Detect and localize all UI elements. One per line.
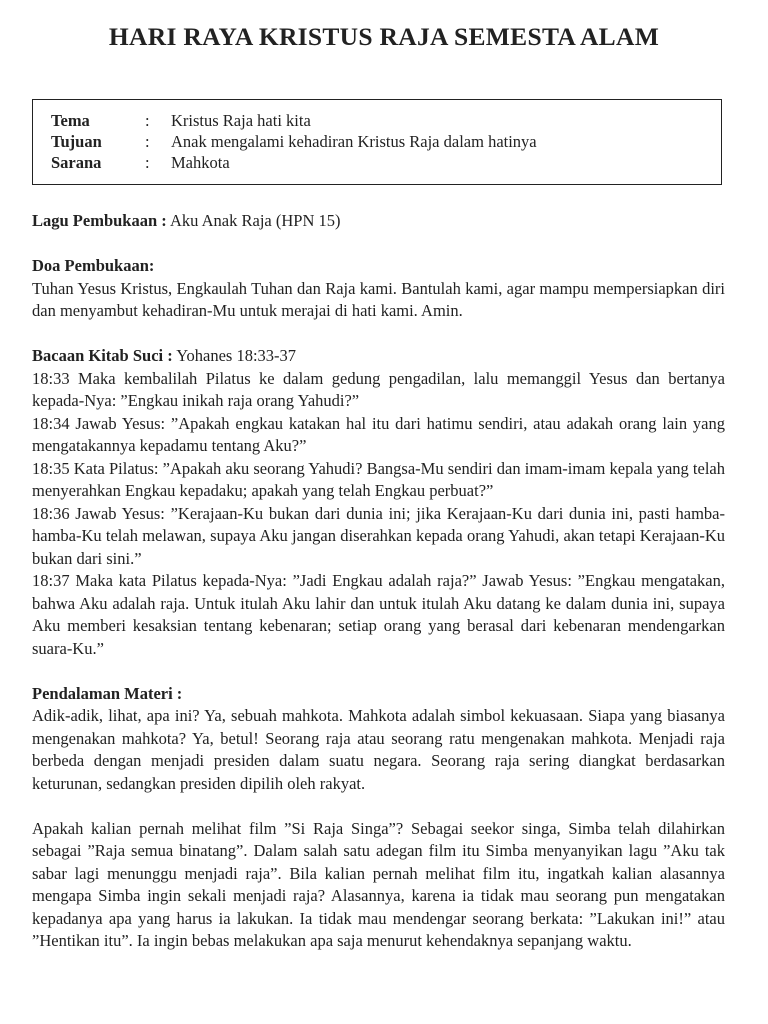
lagu-value: Aku Anak Raja (HPN 15) (170, 211, 341, 230)
lagu-pembukaan (32, 210, 725, 233)
verse: 18:33 Maka kembalilah Pilatus ke dalam gedung pengadilan, lalu memanggil Yesus dan bertanya kepada-Nya: ”Engkau inikah raja orang Yahudi?” (32, 368, 725, 410)
page-title: HARI RAYA KRISTUS RAJA SEMESTA ALAM (108, 22, 660, 51)
paragraph: Apakah kalian pernah melihat film ”Si Raja Singa”? Sebagai seekor singa, Simba telah dilahirkan sebagai ”Raja semua binatang”. Dalam salah satu adegan film itu Simba menyanyikan lagu ”Aku tak sabar lagi menunggu menjadi raja”. Bila kalian pernah melihat film itu, ingatkah kalian alasannya mengapa Simba ingin sekali menjadi raja? Alasannya, karena ia tidak mau seorang pun mengatakan kepadanya apa yang harus ia lakukan. Ia tidak mau mendengar seorang berkata: ”Lakukan ini!” atau ”Hentikan itu”. Ia ingin bebas melakukan apa saja menurut kehendaknya sepanjang waktu. (32, 818, 725, 950)
doa-heading-text: Doa Pembukaan: (32, 256, 155, 275)
paragraph: Adik-adik, lihat, apa ini? Ya, sebuah mahkota. Mahkota adalah simbol kekuasaan. Siapa yang biasanya mengenakan mahkota? Ya, betul! Seorang raja atau seorang ratu mengenakan mahkota. Menjadi raja berbeda dengan menjadi presiden dalam suatu negara. Seorang raja sering diangkat berdasarkan keturunan, sedangkan presiden dipilih oleh rakyat. (32, 706, 725, 793)
bacaan-ref: Yohanes 18:33-37 (176, 346, 297, 365)
doa-text: Tuhan Yesus Kristus, Engkaulah Tuhan dan Raja kami. Bantulah kami, agar mampu mempersiapkan diri dan menyambut kehadiran-Mu untuk merajai di hati kami. Amin. (32, 278, 725, 320)
document-body (32, 210, 725, 953)
verse: 18:35 Kata Pilatus: ”Apakah aku seorang Yahudi? Bangsa-Mu sendiri dan imam-imam kepala yang telah menyerahkan Engkau kepadaku; apakah yang telah Engkau perbuat?” (32, 458, 725, 500)
lagu-label: Lagu Pembukaan : (32, 211, 167, 230)
info-value: Anak mengalami kehadiran Kristus Raja dalam hatinya (171, 132, 537, 151)
info-value: Mahkota (171, 153, 230, 172)
info-colon: : (145, 132, 150, 151)
info-value: Kristus Raja hati kita (171, 111, 311, 130)
verse: 18:37 Maka kata Pilatus kepada-Nya: ”Jadi Engkau adalah raja?” Jawab Yesus: ”Engkau mengatakan, bahwa Aku adalah raja. Untuk itulah Aku lahir dan untuk itulah Aku datang ke dalam dunia ini, supaya Aku memberi kesaksian tentang kebenaran; setiap orang yang berasal dari kebenaran mendengarkan suara-Ku.” (32, 571, 725, 658)
bacaan-heading (32, 345, 725, 368)
pendalaman-heading (32, 683, 725, 706)
info-label: Tema (51, 111, 90, 130)
verse: 18:36 Jawab Yesus: ”Kerajaan-Ku bukan dari dunia ini; jika Kerajaan-Ku dari dunia ini, pasti hamba-hamba-Ku telah melawan, supaya Aku jangan diserahkan kepada orang Yahudi, akan tetapi Kerajaan-Ku bukan dari sini.” (32, 503, 725, 568)
doa-heading (32, 255, 725, 278)
info-colon: : (145, 153, 150, 172)
info-label: Sarana (51, 153, 102, 172)
info-colon: : (145, 111, 150, 130)
bacaan-label: Bacaan Kitab Suci : (32, 346, 173, 365)
info-box (32, 99, 722, 185)
pendalaman-heading-text: Pendalaman Materi : (32, 683, 183, 703)
info-label: Tujuan (51, 132, 102, 151)
verse: 18:34 Jawab Yesus: ”Apakah engkau katakan hal itu dari hatimu sendiri, atau adakah orang lain yang mengatakannya kepadamu tentang Aku?” (32, 413, 725, 455)
